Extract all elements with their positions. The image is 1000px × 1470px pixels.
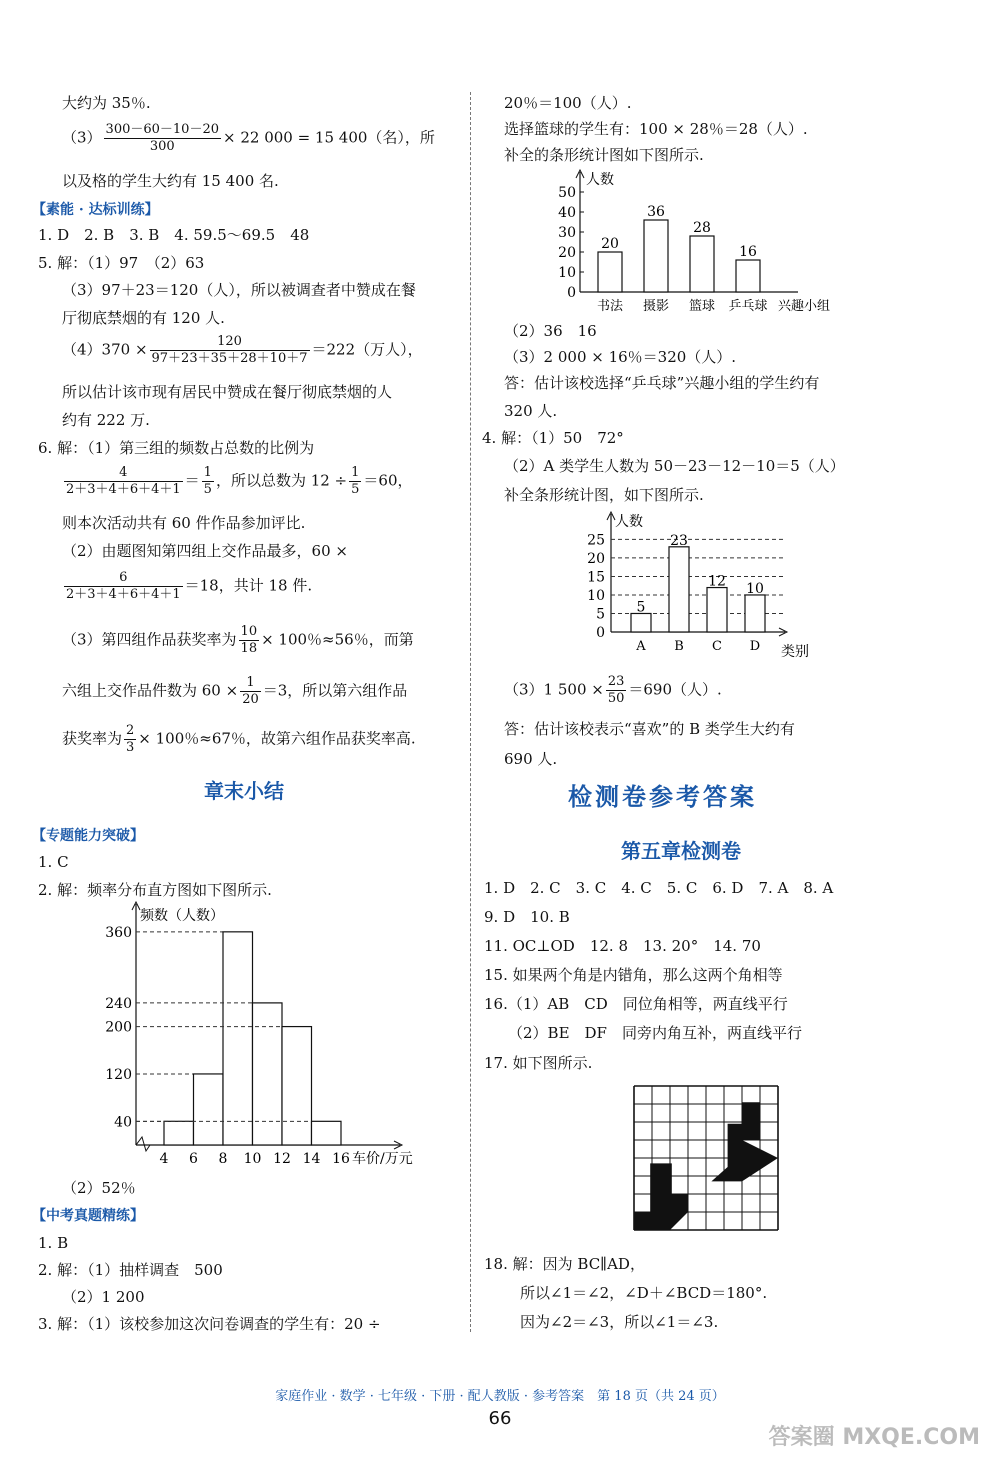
answer-line: 690 人. [504,750,558,768]
answer-line: 15. 如果两个角是内错角，那么这两个角相等 [484,966,783,984]
histogram-bar [282,1027,312,1145]
answer-line: （2）BE DF 同旁内角互补，两直线平行 [508,1024,802,1042]
section-tag: 【专题能力突破】 [32,828,144,844]
y-axis-label: 人数 [615,514,643,530]
answer-line: 补全条形统计图，如下图所示. [504,486,704,504]
x-axis-label: 车价/万元 [352,1151,413,1167]
y-axis-label: 人数 [586,172,614,188]
answer-line: 则本次活动共有 60 件作品参加评比. [62,514,306,532]
x-tick-label: 6 [189,1151,198,1167]
answer-line: （2）由题图知第四组上交作品最多，60 × [62,542,348,560]
data-label: 23 [670,532,688,549]
answer-line: （2）1 200 [62,1288,145,1306]
answer-line: 约有 222 万. [62,411,150,429]
y-tick-label: 40 [114,1114,132,1131]
x-tick-label: 篮球 [688,299,716,314]
bar [631,613,651,632]
answer-line: 16.（1）AB CD 同位角相等，两直线平行 [484,995,788,1013]
answer-line: 以及格的学生大约有 15 400 名. [62,172,279,190]
answer-line: 所以∠1＝∠2，∠D＋∠BCD＝180°. [520,1284,768,1302]
x-tick-label: 8 [218,1151,228,1167]
grid-arrow-figure [630,1082,792,1244]
answer-line: 1. C [38,853,69,871]
y-tick-label: 20 [558,245,576,261]
answer-line-fraction: （3）1 500 × $\frac{23}{50}$ ＝690（人）. [504,674,722,706]
x-axis-label: 兴趣小组 [778,299,831,314]
x-tick-label: 16 [332,1151,350,1167]
answer-line: 厅彻底禁烟的有 120 人. [62,309,225,327]
main-heading: 检测卷参考答案 [568,783,757,811]
section-heading: 章末小结 [204,779,284,803]
answer-line: 4. 解：（1）50 72° [482,429,624,447]
page-number: 66 [488,1408,512,1429]
column-divider [470,92,471,1332]
answer-line: （2）A 类学生人数为 50－23－12－10＝5（人） [504,457,845,475]
answer-line-fraction: （3）第四组作品获奖率为 $\frac{10}{18}$ × 100％≈56％，而第 [62,624,414,656]
y-tick-label: 240 [105,995,132,1012]
bar [644,220,668,292]
y-axis-label: 频数（人数） [140,908,224,924]
answer-line: 11. OC⊥OD 12. 8 13. 20° 14. 70 [484,937,761,955]
x-axis-label: 类别 [781,644,809,660]
histogram-bar [223,932,253,1145]
histogram-chart [90,900,450,1175]
answer-line-fraction: 六组上交作品件数为 60 × $\frac{1}{20}$ ＝3，所以第六组作品 [62,675,408,707]
data-label: 5 [636,599,646,616]
answer-line: 所以估计该市现有居民中赞成在餐厅彻底禁烟的人 [62,383,393,401]
x-tick-label: 摄影 [642,299,670,314]
answer-line: 答：估计该校选择“乒乓球”兴趣小组的学生约有 [504,374,820,392]
y-tick-label: 50 [558,185,576,201]
y-tick-label: 120 [105,1066,132,1083]
x-tick-label: D [749,639,761,654]
x-tick-label: 14 [302,1151,321,1167]
answer-line: 选择篮球的学生有：100 × 28％＝28（人）. [504,120,808,138]
answer-line: 2. 解：（1）抽样调查 500 [38,1261,223,1279]
data-label: 28 [693,220,711,236]
answer-line: 20％＝100（人）. [504,94,632,112]
histogram-bar [253,1003,283,1145]
answer-line: 17. 如下图所示. [484,1054,593,1072]
y-tick-label: 10 [587,587,605,604]
answer-line-fraction: $\frac{6}{2+3+4+6+4+1}$ ＝18，共计 18 件. [66,570,313,602]
answer-line-fraction: $\frac{4}{2+3+4+6+4+1}$ ＝ $\frac{1}{5}$ ，所以总数为 12 ÷ $\frac{1}{5}$ ＝60， [66,465,413,497]
bar [745,595,765,632]
answer-line: 320 人. [504,402,558,420]
y-tick-label: 20 [587,550,605,567]
x-tick-label: 乒乓球 [728,299,768,314]
data-label: 10 [746,580,764,597]
bar [736,260,760,292]
y-tick-label: 360 [105,924,132,941]
arrow-shape-upper [711,1102,778,1181]
answer-line: 1. D 2. C 3. C 4. C 5. C 6. D 7. A 8. A [484,879,834,897]
answer-line: 1. D 2. B 3. B 4. 59.5～69.5 48 [38,226,310,244]
y-tick-label: 30 [558,225,576,241]
answer-line: 答：估计该校表示“喜欢”的 B 类学生大约有 [504,720,795,738]
section-tag: 【中考真题精练】 [32,1208,144,1224]
bar [707,588,727,632]
answer-line: 5. 解：（1）97 （2）63 [38,254,205,272]
y-tick-label: 200 [105,1019,132,1036]
y-tick-label: 10 [558,265,576,281]
histogram-bar [164,1121,194,1145]
data-label: 20 [601,236,619,252]
answer-line: 18. 解：因为 BC∥AD， [484,1255,645,1273]
bar [669,547,689,632]
x-tick-label: 12 [273,1151,291,1167]
x-tick-label: C [712,639,722,654]
data-label: 12 [708,573,726,590]
answer-line: 6. 解：（1）第三组的频数占总数的比例为 [38,439,315,457]
answer-line-fraction: （3） $\frac{300-60-10-20}{300}$ × 22 000 = 15 400（名），所 [62,122,435,154]
x-tick-label: A [636,639,646,654]
x-tick-label: B [674,639,684,654]
data-label: 16 [739,244,757,260]
answer-line: 9. D 10. B [484,908,570,926]
answer-line: （3）97＋23＝120（人），所以被调查者中赞成在餐 [62,281,416,299]
bar [690,236,714,292]
histogram-bar [194,1074,224,1145]
x-tick-label: 10 [243,1151,262,1167]
x-tick-label: 4 [159,1151,169,1167]
y-tick-label: 15 [587,569,605,586]
answer-line: （2）36 16 [504,322,597,340]
answer-line: 3. 解：（1）该校参加这次问卷调查的学生有：20 ÷ [38,1315,381,1333]
page-footer: 家庭作业 · 数学 · 七年级 · 下册 · 配人教版 · 参考答案 第 18 页（共 24 页） [275,1389,725,1404]
y-tick-label: 0 [567,285,576,301]
bar [598,252,622,292]
histogram-bar [312,1121,342,1145]
y-tick-label: 40 [558,205,576,221]
x-tick-label: 书法 [596,299,624,314]
answer-line: 补全的条形统计图如下图所示. [504,146,704,164]
bar-chart-interest-groups [548,168,848,318]
answer-line: 1. B [38,1234,69,1252]
answer-line: （3）2 000 × 16％＝320（人）. [504,348,737,366]
y-tick-label: 5 [596,606,605,623]
answer-line-fraction: （4）370 × $\frac{120}{97+23+35+28+10+7}$ ＝222（万人）， [62,334,423,366]
y-tick-label: 25 [587,532,605,549]
y-tick-label: 0 [596,625,605,641]
arrow-shape-lower [634,1163,688,1230]
section-heading: 第五章检测卷 [621,839,741,863]
answer-line: （2）52％ [62,1179,136,1197]
axis-break [136,1137,150,1151]
answer-line: 2. 解：频率分布直方图如下图所示. [38,881,272,899]
watermark-logo: 答案圈 MXQE.COM [768,1425,980,1450]
bar-chart-categories [575,510,835,660]
section-tag: 【素能 · 达标训练】 [32,202,159,218]
answer-line: 因为∠2＝∠3，所以∠1＝∠3. [520,1313,719,1331]
data-label: 36 [647,204,665,220]
answer-line: 大约为 35％. [62,94,151,112]
answer-line-fraction: 获奖率为 $\frac{2}{3}$ × 100％≈67％，故第六组作品获奖率高. [62,723,416,755]
